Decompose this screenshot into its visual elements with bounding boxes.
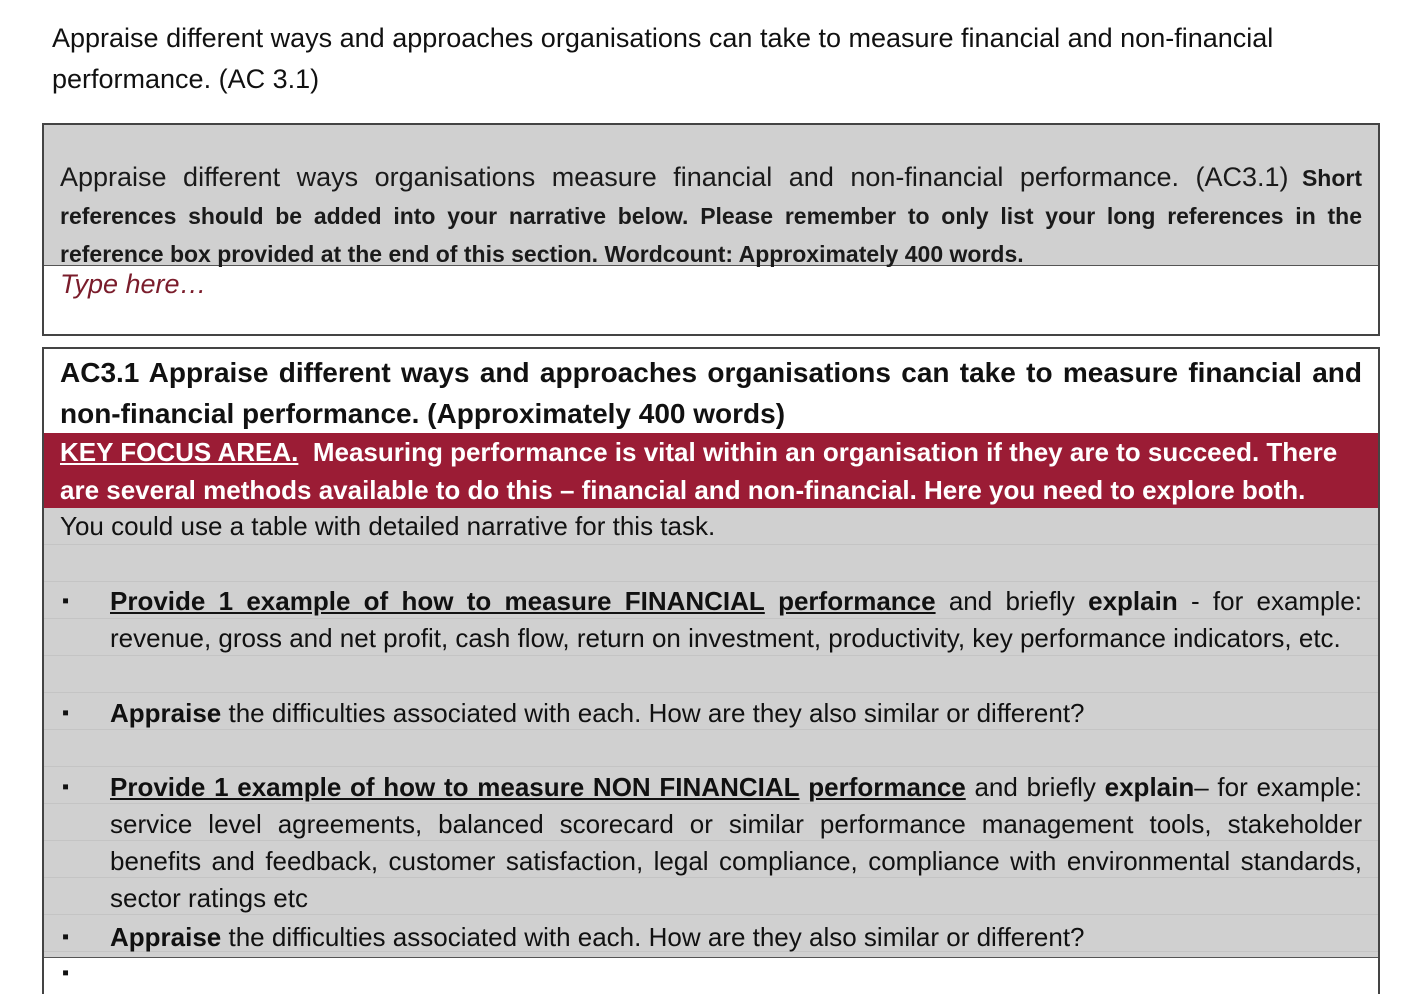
instruction-lead: Appraise different ways organisations measure financial and non-financial performance. (AC3.1) xyxy=(60,162,1289,192)
answer-row[interactable] xyxy=(44,957,1378,994)
bullet-marker: ▪ xyxy=(62,962,70,984)
instruction-notes: Short references should be added into your narrative below. Please remember to only list your long references in the reference box provided at the end of this section. Wordcount: Approximately 400 words. xyxy=(60,165,1362,267)
key-focus-text xyxy=(60,433,1362,509)
bullet-nonfinancial-detail: – for example: service level agreements, balanced scorecard or similar performance management tools, stakeholder benefits and feedback, customer satisfaction, legal compliance, compliance with environmental standards, sector ratings etc xyxy=(110,772,1362,913)
bullet-nonfinancial-performance: performance xyxy=(808,772,966,802)
bullet-financial-heading: Provide 1 example of how to measure FINANCIAL xyxy=(110,586,765,616)
bullet-financial-performance: performance xyxy=(778,586,936,616)
bullet-appraise-label: Appraise xyxy=(110,698,222,728)
bullet-marker: ▪ xyxy=(62,926,70,948)
key-focus-description: Measuring performance is vital within an organisation if they are to succeed. There are several methods available to do this – financial and non-financial. Here you need to explore both. xyxy=(60,437,1338,505)
guidance-box xyxy=(42,347,1380,994)
bullet-financial-example xyxy=(110,583,1362,657)
instruction-box xyxy=(42,123,1380,336)
bullet-appraise-text: the difficulties associated with each. How are they also similar or different? xyxy=(228,698,1085,728)
intro-heading: Appraise different ways and approaches organisations can take to measure financial and non-financial performance. (AC 3.1) xyxy=(52,23,1274,94)
bullet-nonfinancial-example xyxy=(110,769,1362,917)
guidance-title: AC3.1 Appraise different ways and approaches organisations can take to measure financial and non-financial performance. (Approximately 400 words) xyxy=(60,357,1362,429)
bullet-nonfinancial-appraise xyxy=(110,919,1362,956)
answer-input[interactable]: Type here… xyxy=(60,269,207,299)
bullet-appraise-text: the difficulties associated with each. How are they also similar or different? xyxy=(228,922,1085,952)
key-focus-banner xyxy=(44,433,1378,508)
key-focus-label: KEY FOCUS AREA. xyxy=(60,437,299,467)
instruction-header xyxy=(44,125,1378,266)
bullet-appraise-label: Appraise xyxy=(110,922,222,952)
instruction-text xyxy=(60,160,1362,275)
bullet-nonfinancial-heading: Provide 1 example of how to measure NON FINANCIAL xyxy=(110,772,800,802)
bullet-marker: ▪ xyxy=(62,590,70,612)
bullet-financial-detail: - for example: revenue, gross and net profit, cash flow, return on investment, productivity, key performance indicators, etc. xyxy=(110,586,1362,653)
bullet-marker: ▪ xyxy=(62,702,70,724)
bullet-financial-and: and briefly xyxy=(948,586,1075,616)
table-hint: You could use a table with detailed narrative for this task. xyxy=(60,511,716,541)
bullet-financial-appraise xyxy=(110,695,1362,732)
bullet-marker: ▪ xyxy=(62,776,70,798)
bullet-nonfinancial-explain: explain xyxy=(1104,772,1195,802)
guidance-body xyxy=(44,508,1378,957)
bullet-nonfinancial-and: and briefly xyxy=(974,772,1096,802)
bullet-financial-explain: explain xyxy=(1088,586,1178,616)
